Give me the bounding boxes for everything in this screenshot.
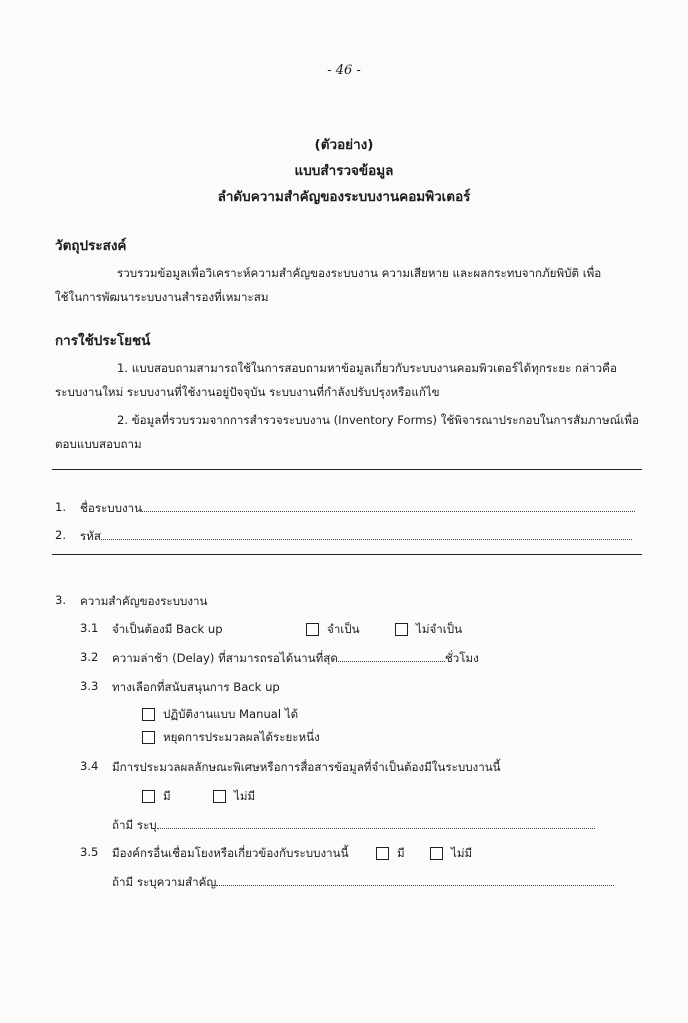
field-code-dotline[interactable] [101, 529, 632, 540]
q34-option-no[interactable] [213, 788, 255, 806]
benefit-2-line-1: 2. ข้อมูลที่รวบรวมจากการสำรวจระบบงาน (Inventory Forms) ใช้พิจารณาประกอบในการสัมภาษณ์เพื่อ [117, 413, 639, 427]
checkbox[interactable] [142, 790, 155, 803]
field-system-name-label: ชื่อระบบงาน [80, 501, 143, 515]
field-system-name[interactable] [80, 500, 635, 518]
q34-number: 3.4 [80, 759, 99, 773]
benefit-1-line-2: ระบบงานใหม่ ระบบงานที่ใช้งานอยู่ปัจจุบัน ระบบงานที่กำลังปรับปรุงหรือแก้ไข [55, 385, 440, 399]
q35-specify-label: ถ้ามี ระบุความสำคัญ [112, 875, 217, 889]
q33-option-manual[interactable] [142, 706, 298, 724]
objective-heading: วัตถุประสงค์ [55, 238, 127, 254]
q34-option-no-label: ไม่มี [234, 789, 256, 803]
objective-line-2: ใช้ในการพัฒนาระบบงานสำรองที่เหมาะสม [55, 290, 269, 304]
q34-specify-dotline[interactable] [157, 818, 595, 829]
field-code[interactable] [80, 528, 632, 546]
q35-number: 3.5 [80, 845, 99, 859]
section-3-title: ความสำคัญของระบบงาน [80, 594, 208, 608]
q34-option-yes-label: มี [163, 789, 171, 803]
field-system-name-number: 1. [55, 500, 67, 514]
q35-option-no-label: ไม่มี [451, 846, 473, 860]
q33-option-manual-label: ปฏิบัติงานแบบ Manual ได้ [163, 707, 299, 721]
q32-dotline[interactable] [338, 651, 445, 662]
checkbox[interactable] [306, 623, 319, 636]
q35-specify-field[interactable] [112, 874, 614, 892]
q31-number: 3.1 [80, 621, 99, 635]
field-code-label: รหัส [80, 529, 101, 543]
field-code-number: 2. [55, 528, 67, 542]
title-subject: ลำดับความสำคัญของระบบงานคอมพิวเตอร์ [217, 189, 471, 205]
q31-option-required-label: จำเป็น [327, 622, 360, 636]
q32-label: ความล่าช้า (Delay) ที่สามารถรอได้นานที่สุด [112, 651, 338, 665]
q35-option-yes[interactable] [376, 845, 405, 863]
checkbox[interactable] [142, 731, 155, 744]
field-system-name-dotline[interactable] [142, 501, 635, 512]
q35-label: มีองค์กรอื่นเชื่อมโยงหรือเกี่ยวข้องกับระบบงานนี้ [112, 846, 349, 860]
divider-rule-2 [52, 554, 642, 555]
section-3-number: 3. [55, 593, 67, 607]
q35-option-no[interactable] [430, 845, 472, 863]
q31-option-required[interactable] [306, 621, 360, 639]
q34-label: มีการประมวลผลลักษณะพิเศษหรือการสื่อสารข้อมูลที่จำเป็นต้องมีในระบบงานนี้ [112, 760, 501, 774]
divider-rule [52, 469, 642, 470]
checkbox[interactable] [395, 623, 408, 636]
q33-option-pause-label: หยุดการประมวลผลได้ระยะหนึ่ง [163, 730, 320, 744]
checkbox[interactable] [142, 708, 155, 721]
q31-label: จำเป็นต้องมี Back up [112, 622, 223, 636]
q31-option-not-required-label: ไม่จำเป็น [416, 622, 463, 636]
q33-number: 3.3 [80, 679, 99, 693]
checkbox[interactable] [430, 847, 443, 860]
q31-option-not-required[interactable] [395, 621, 462, 639]
q35-option-yes-label: มี [397, 846, 405, 860]
benefit-1-line-1: 1. แบบสอบถามสามารถใช้ในการสอบถามหาข้อมูลเกี่ยวกับระบบงานคอมพิวเตอร์ได้ทุกระยะ กล่าวคือ [117, 361, 617, 375]
page-number: - 46 - [327, 63, 361, 78]
q34-specify-label: ถ้ามี ระบุ [112, 818, 157, 832]
q33-label: ทางเลือกที่สนับสนุนการ Back up [112, 680, 280, 694]
q32-field[interactable] [112, 650, 479, 668]
q32-unit: ชั่วโมง [444, 651, 479, 665]
objective-line-1: รวบรวมข้อมูลเพื่อวิเคราะห์ความสำคัญของระบบงาน ความเสียหาย และผลกระทบจากภัยพิบัติ เพื่อ [117, 266, 602, 280]
checkbox[interactable] [376, 847, 389, 860]
q33-option-pause[interactable] [142, 729, 320, 747]
q32-number: 3.2 [80, 650, 99, 664]
checkbox[interactable] [213, 790, 226, 803]
q34-option-yes[interactable] [142, 788, 171, 806]
benefit-2-line-2: ตอบแบบสอบถาม [55, 437, 142, 451]
benefits-heading: การใช้ประโยชน์ [55, 333, 151, 349]
q34-specify-field[interactable] [112, 817, 595, 835]
q35-specify-dotline[interactable] [216, 875, 614, 886]
title-survey: แบบสำรวจข้อมูล [294, 163, 394, 179]
title-example: (ตัวอย่าง) [314, 137, 374, 153]
